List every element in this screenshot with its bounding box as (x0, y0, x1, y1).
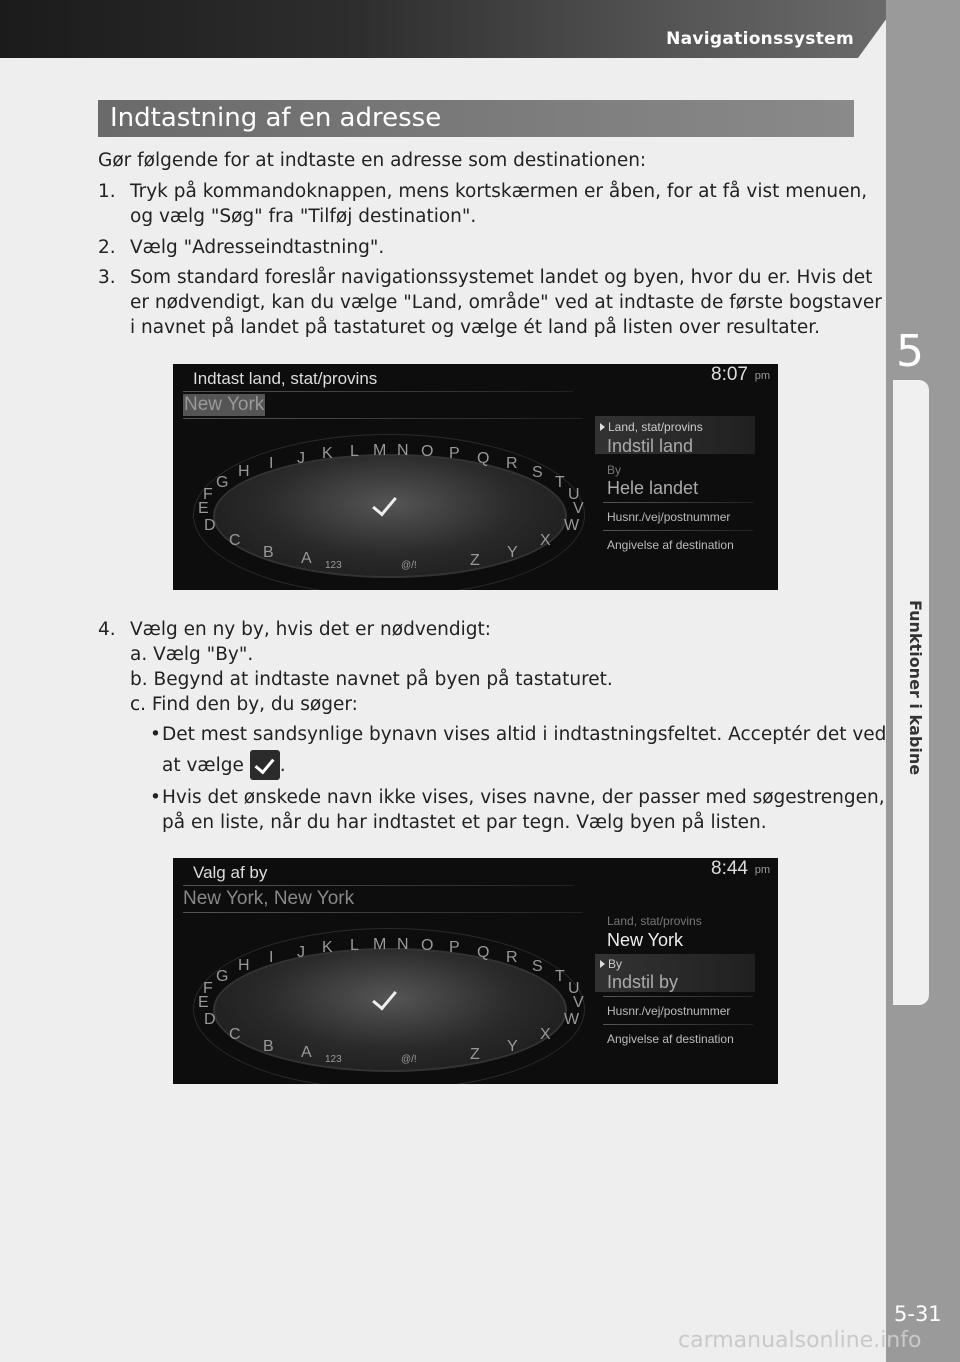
menu-item-city[interactable]: Hele landet (607, 478, 699, 498)
bullet-text: at vælge . (162, 750, 286, 780)
key[interactable]: F (203, 980, 213, 997)
menu-item-country[interactable]: Indstil land (607, 436, 694, 456)
menu-item-set-destination[interactable]: Angivelse af destination (607, 1032, 734, 1046)
menu-label: By (600, 957, 622, 971)
nav-screen-country (173, 364, 778, 590)
clock-ampm: pm (754, 370, 770, 382)
key-mode[interactable]: 123 (325, 560, 342, 571)
key[interactable]: L (350, 937, 359, 954)
key[interactable]: S (532, 958, 543, 975)
menu-item-set-destination[interactable]: Angivelse af destination (607, 538, 734, 552)
step-text: Vælg "Adresseindtastning". (130, 237, 385, 258)
key[interactable]: P (449, 445, 460, 462)
key[interactable]: C (229, 532, 241, 549)
destination-menu (595, 416, 767, 586)
key[interactable]: T (555, 968, 565, 985)
key[interactable]: X (540, 532, 551, 549)
key[interactable]: O (421, 443, 434, 460)
intro-text: Gør følgende for at indtaste en adresse som destinationen: (98, 150, 647, 171)
key[interactable]: K (322, 445, 333, 462)
menu-label: By (607, 463, 622, 477)
bullet-text: Hvis det ønskede navn ikke vises, vises navne, der passer med søgestrengen, (162, 787, 885, 808)
key[interactable]: F (203, 486, 213, 503)
nav-screen-city (173, 858, 778, 1084)
key[interactable]: I (269, 949, 274, 966)
menu-item-city[interactable]: Indstil by (607, 972, 679, 992)
key[interactable]: K (322, 939, 333, 956)
key[interactable]: Y (507, 1038, 518, 1055)
key[interactable]: Q (477, 944, 490, 961)
key[interactable]: M (373, 442, 387, 459)
bullet-text: på en liste, når du har indtastet et par tegn. Vælg byen på listen. (162, 812, 767, 833)
menu-item-address[interactable]: Husnr./vej/postnummer (607, 1004, 731, 1018)
key[interactable]: I (269, 455, 274, 472)
key[interactable]: Z (470, 552, 480, 569)
key[interactable]: U (568, 486, 580, 503)
key[interactable]: W (564, 1011, 580, 1028)
substep-text: b. Begynd at indtaste navnet på byen på tastaturet. (130, 669, 613, 690)
key[interactable]: E (198, 994, 209, 1011)
menu-label: Land, stat/provins (607, 914, 702, 928)
key[interactable]: P (449, 939, 460, 956)
key[interactable]: Q (477, 450, 490, 467)
screen-title: Valg af by (193, 863, 268, 882)
menu-item-country[interactable]: New York (607, 930, 684, 950)
step-text: Som standard foreslår navigationssystemet landet og byen, hvor du er. Hvis det (130, 267, 873, 288)
key[interactable]: Y (507, 544, 518, 561)
search-input[interactable]: New York (184, 394, 265, 415)
key[interactable]: Z (470, 1046, 480, 1063)
section-heading: Indtastning af en adresse (98, 100, 854, 137)
step-number: 4. (98, 619, 116, 640)
page-number: 5-31 (894, 1302, 942, 1326)
section-title: Navigationssystem (666, 29, 854, 49)
step-number: 3. (98, 267, 116, 288)
menu-item-address[interactable]: Husnr./vej/postnummer (607, 510, 731, 524)
substep-text: a. Vælg "By". (130, 644, 254, 665)
bullet-mark: • (150, 724, 161, 745)
clock-time: 8:07 (711, 364, 748, 385)
key[interactable]: D (204, 517, 216, 534)
key[interactable]: N (397, 442, 409, 459)
substep-text: c. Find den by, du søger: (130, 694, 358, 715)
step-text: og vælg "Søg" fra "Tilføj destination". (130, 206, 477, 227)
key[interactable]: A (301, 550, 312, 567)
clock-time: 8:44 (711, 858, 748, 879)
key-symbols[interactable]: @/! (401, 560, 417, 571)
step-text: i navnet på landet på tastaturet og vælge ét land på listen over resultater. (130, 317, 821, 338)
key[interactable]: U (568, 980, 580, 997)
step-number: 2. (98, 237, 116, 258)
key[interactable]: M (373, 936, 387, 953)
key[interactable]: G (216, 968, 229, 985)
key[interactable]: B (263, 544, 274, 561)
step-text: Vælg en ny by, hvis det er nødvendigt: (130, 619, 491, 640)
destination-menu (595, 910, 767, 1080)
step-text: Tryk på kommandoknappen, mens kortskærmen er åben, for at få vist menuen, (130, 181, 868, 202)
key[interactable]: T (555, 474, 565, 491)
key[interactable]: H (238, 463, 250, 480)
bullet-text: Det mest sandsynlige bynavn vises altid i indtastningsfeltet. Acceptér det ved (162, 724, 887, 745)
key-symbols[interactable]: @/! (401, 1054, 417, 1065)
key[interactable]: J (297, 450, 305, 467)
key[interactable]: B (263, 1038, 274, 1055)
key[interactable]: V (573, 500, 584, 517)
watermark: carmanualsonline.info (678, 1328, 922, 1353)
step-number: 1. (98, 181, 116, 202)
key[interactable]: R (506, 949, 518, 966)
screen-title: Indtast land, stat/provins (193, 369, 378, 388)
step-text: er nødvendigt, kan du vælge "Land, område" ved at indtaste de første bogstaver (130, 292, 882, 313)
bullet-mark: • (150, 787, 161, 808)
chapter-number: 5 (896, 326, 924, 377)
key[interactable]: W (564, 517, 580, 534)
key[interactable]: S (532, 464, 543, 481)
key[interactable]: H (238, 957, 250, 974)
search-input[interactable]: New York, New York (183, 888, 355, 909)
clock-ampm: pm (754, 864, 770, 876)
key[interactable]: J (297, 944, 305, 961)
key[interactable]: D (204, 1011, 216, 1028)
key[interactable]: N (397, 936, 409, 953)
key[interactable]: E (198, 500, 209, 517)
key[interactable]: L (350, 443, 359, 460)
key[interactable]: A (301, 1044, 312, 1061)
chapter-label: Funktioner i kabine (906, 600, 925, 776)
key[interactable]: V (573, 994, 584, 1011)
key[interactable]: O (421, 937, 434, 954)
key[interactable]: X (540, 1026, 551, 1043)
key[interactable]: C (229, 1026, 241, 1043)
key-mode[interactable]: 123 (325, 1054, 342, 1065)
menu-label: Land, stat/provins (600, 420, 703, 434)
key[interactable]: R (506, 455, 518, 472)
key[interactable]: G (216, 474, 229, 491)
check-icon (250, 750, 280, 780)
